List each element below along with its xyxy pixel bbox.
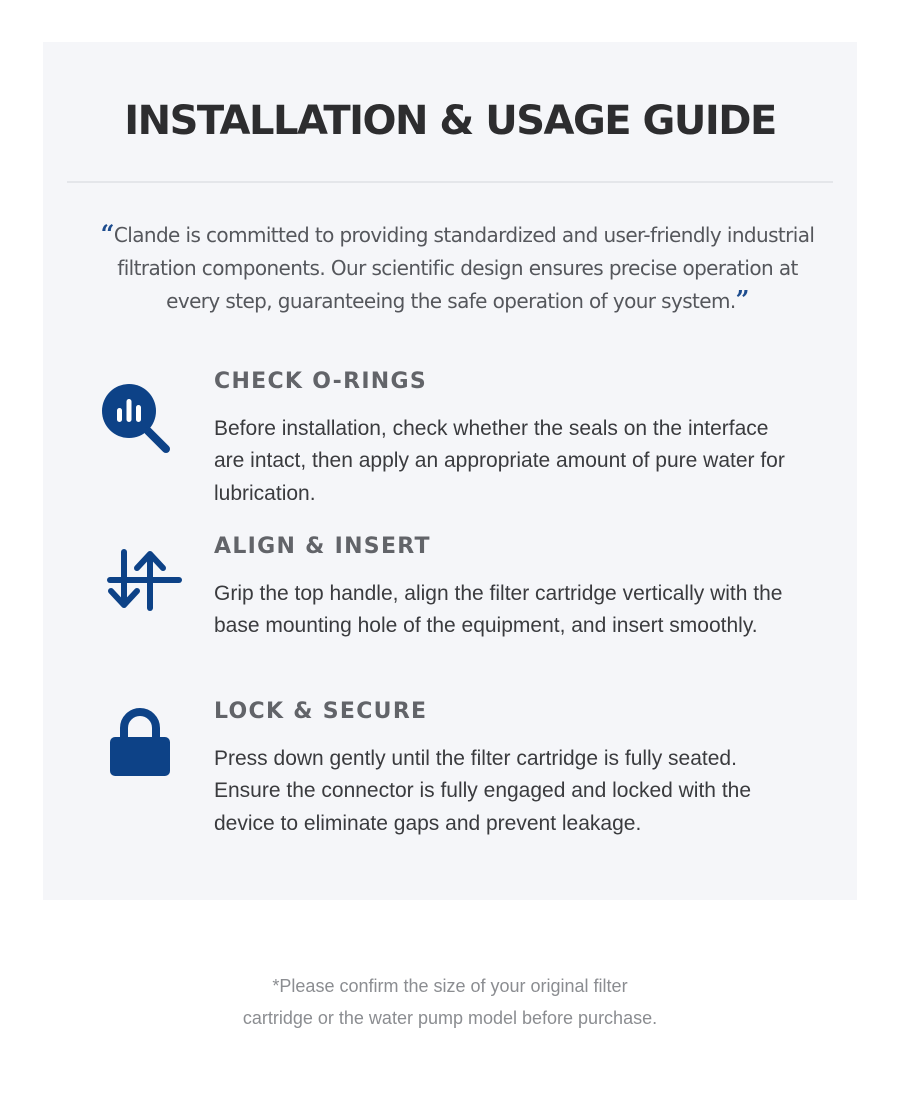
step-description-line: Press down gently until the filter cartridge is fully seated. bbox=[214, 747, 737, 770]
step-description-line: Ensure the connector is fully engaged and locked with the bbox=[214, 779, 752, 803]
purchase-note-line-1: *Please confirm the size of your original filter bbox=[272, 976, 628, 996]
purchase-note-line-2: cartridge or the water pump model before purchase. bbox=[242, 1008, 658, 1028]
intro-line-1: Clande is committed to providing standardized and user-friendly industrial bbox=[113, 223, 815, 247]
step-description-line: are intact, then apply an appropriate amount of pure water for bbox=[214, 449, 785, 473]
step-description-line: base mounting hole of the equipment, and insert smoothly. bbox=[214, 614, 758, 638]
step-description bbox=[214, 578, 826, 643]
step-description bbox=[214, 743, 826, 840]
intro-quote bbox=[75, 218, 840, 318]
lock-icon bbox=[95, 704, 190, 784]
step-description-line: Grip the top handle, align the filter cartridge vertically with the bbox=[214, 582, 783, 605]
purchase-note bbox=[0, 970, 900, 1034]
step-heading: CHECK O-RINGS bbox=[214, 369, 428, 394]
intro-line-3: every step, guaranteeing the safe operation of your system. bbox=[166, 289, 736, 313]
step-heading: LOCK & SECURE bbox=[214, 699, 428, 724]
intro-line-2: filtration components. Our scientific design ensures precise operation at bbox=[117, 255, 798, 280]
step-description-line: lubrication. bbox=[214, 481, 316, 505]
open-quote-mark: “ bbox=[100, 219, 114, 248]
step-description bbox=[214, 413, 826, 510]
step-description-line: Before installation, check whether the seals on the interface bbox=[214, 417, 769, 440]
close-quote-mark: ” bbox=[735, 285, 749, 314]
title-divider bbox=[67, 181, 833, 183]
step-heading: ALIGN & INSERT bbox=[214, 534, 431, 559]
step-description-line: device to eliminate gaps and prevent leakage. bbox=[214, 811, 642, 835]
page-title: INSTALLATION & USAGE GUIDE bbox=[124, 98, 776, 144]
magnifier-chart-icon bbox=[95, 376, 190, 456]
align-arrows-icon bbox=[95, 541, 190, 621]
